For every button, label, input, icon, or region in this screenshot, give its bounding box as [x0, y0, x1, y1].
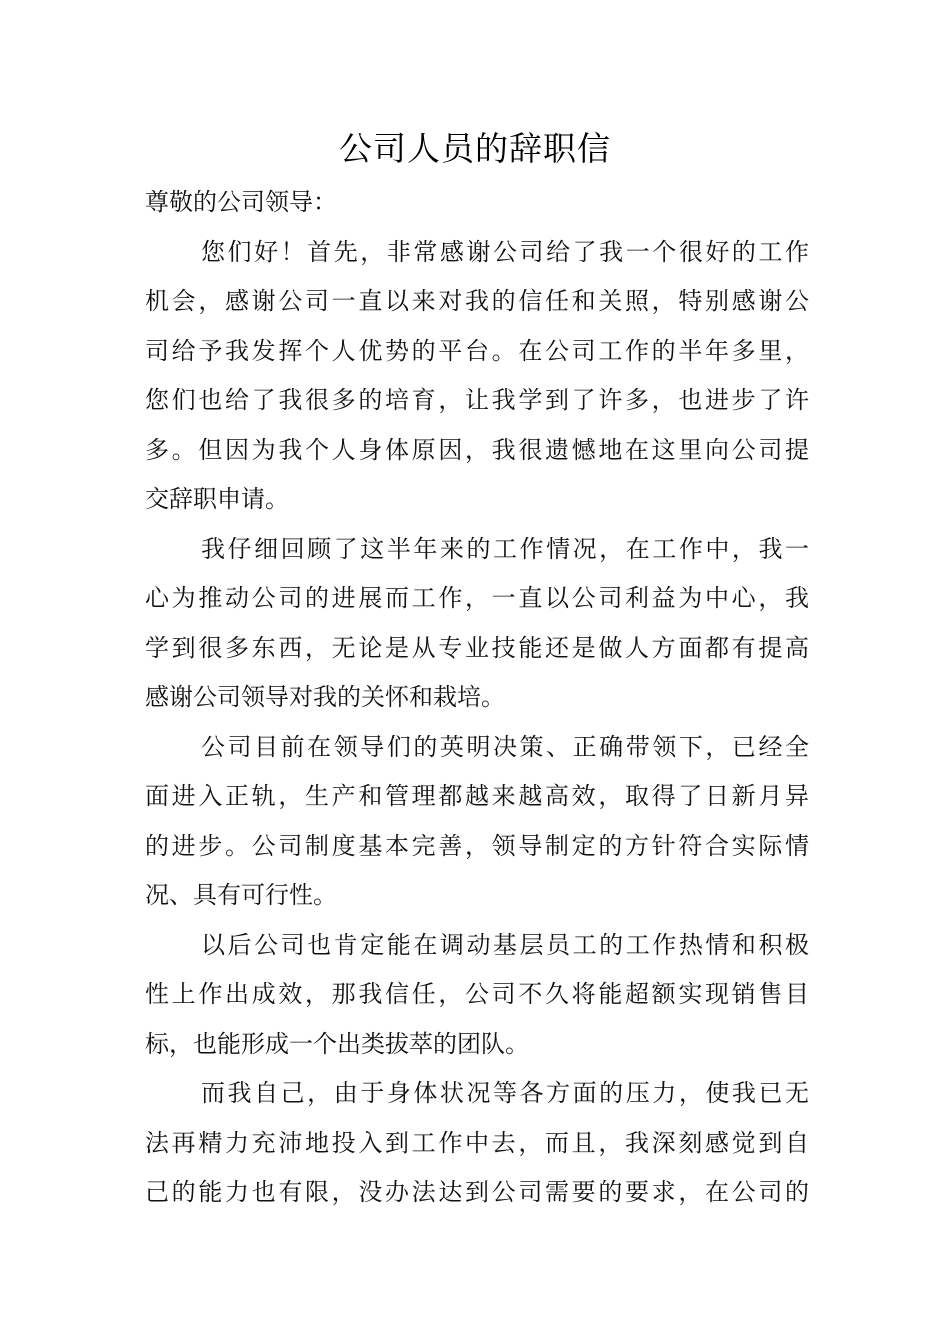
paragraph-1-line-3: 司给予我发挥个人优势的平台。在公司工作的半年多里， — [145, 336, 809, 365]
paragraph-4-line-1: 以后公司也肯定能在调动基层员工的工作热情和积极 — [201, 930, 809, 959]
paragraph-1-line-2: 机会，感谢公司一直以来对我的信任和关照，特别感谢公 — [145, 287, 809, 315]
paragraph-1-line-1: 您们好！首先，非常感谢公司给了我一个很好的工作 — [201, 237, 809, 266]
paragraph-5-line-1: 而我自己，由于身体状况等各方面的压力，使我已无 — [201, 1079, 809, 1107]
paragraph-2-line-1: 我仔细回顾了这半年来的工作情况，在工作中，我一 — [201, 534, 809, 563]
paragraph-2-line-3: 学到很多东西，无论是从专业技能还是做人方面都有提高 — [145, 633, 809, 662]
paragraph-3-line-3: 的进步。公司制度基本完善，领导制定的方针符合实际情 — [145, 831, 809, 860]
paragraph-3-line-2: 面进入正轨，生产和管理都越来越高效，取得了日新月异 — [145, 782, 809, 810]
paragraph-3-line-1: 公司目前在领导们的英明决策、正确带领下，已经全 — [201, 732, 809, 761]
paragraph-1-line-5: 多。但因为我个人身体原因，我很遗憾地在这里向公司提 — [145, 435, 809, 464]
paragraph-5-line-2: 法再精力充沛地投入到工作中去，而且，我深刻感觉到自 — [145, 1128, 809, 1157]
salutation: 尊敬的公司领导： — [145, 188, 337, 216]
paragraph-1-line-6: 交辞职申请。 — [145, 485, 289, 513]
paragraph-2-line-4: 感谢公司领导对我的关怀和栽培。 — [145, 683, 505, 711]
paragraph-1-line-4: 您们也给了我很多的培育，让我学到了许多，也进步了许 — [145, 386, 809, 414]
paragraph-3-line-4: 况、具有可行性。 — [145, 881, 337, 909]
paragraph-5-line-3: 己的能力也有限，没办法达到公司需要的要求，在公司的 — [145, 1178, 809, 1206]
letter-body — [145, 178, 809, 1218]
paragraph-4-line-3: 标，也能形成一个出类拔萃的团队。 — [145, 1029, 529, 1058]
paragraph-4-line-2: 性上作出成效，那我信任，公司不久将能超额实现销售目 — [145, 980, 809, 1008]
document-title: 公司人员的辞职信 — [339, 129, 611, 168]
paragraph-2-line-2: 心为推动公司的进展而工作，一直以公司利益为中心，我 — [145, 584, 809, 612]
